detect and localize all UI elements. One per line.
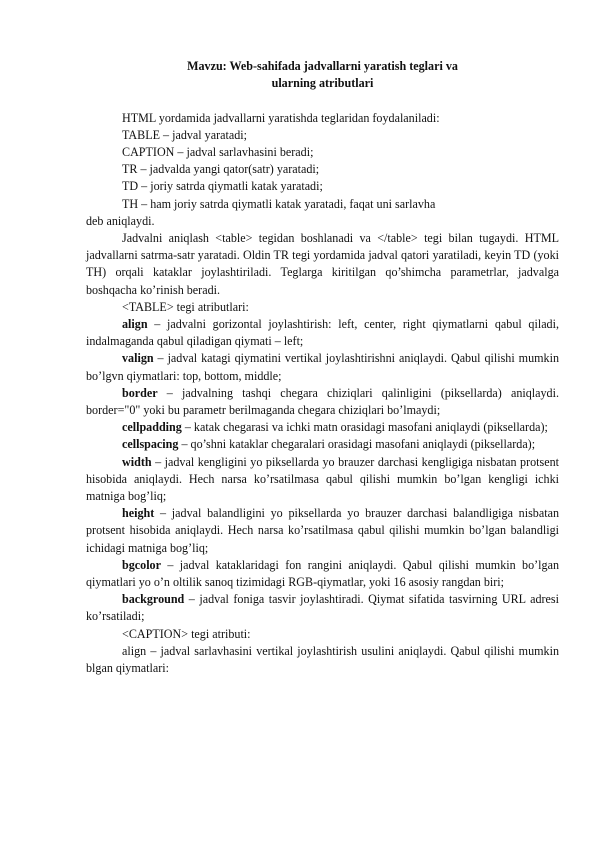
attribute-align [86, 316, 559, 350]
attribute-border [86, 385, 559, 419]
attribute-name: bgcolor [122, 557, 161, 572]
attribute-description: – katak chegarasi va ichki matn orasidagi masofani aniqlaydi (piksellarda); [181, 420, 548, 435]
caption-attributes-heading: <CAPTION> tegi atributi: [122, 626, 251, 641]
attribute-description: – jadval balandligini yo piksellarda yo brauzer darchasi balandligiga nisbatan protsent hisobida aniqlaydi. Hech narsa ko’rsatilmasa qabul qilishi mumkin bo’lgan balandligi ichidagi matniga bog’liq; [86, 506, 559, 555]
table-attributes-heading: <TABLE> tegi atributlari: [122, 299, 249, 314]
attribute-name: border [122, 385, 158, 400]
tag-item-td: TD – joriy satrda qiymatli katak yaratadi; [122, 179, 323, 194]
attribute-description: – jadval foniga tasvir joylashtiradi. Qiymat sifatida tasvirning URL adresi ko’rsatiladi; [86, 592, 559, 624]
document-title-line-1: Mavzu: Web-sahifada jadvallarni yaratish teglari va [187, 59, 458, 73]
attribute-name: valign [122, 351, 154, 366]
intro-paragraph: HTML yordamida jadvallarni yaratishda teglaridan foydalaniladi: [122, 110, 440, 125]
attribute-name: cellspacing [122, 437, 179, 452]
attribute-description: – jadval kengligini yo piksellarda yo brauzer darchasi kengligiga nisbatan protsent hisobida aniqlaydi. Hech narsa ko’rsatilmasa qabul qilishi mumkin bo’lgan kengligi ichki matniga bog’liq; [86, 454, 559, 504]
attribute-name: height [122, 506, 155, 521]
document-page [86, 58, 559, 677]
attribute-valign [86, 350, 559, 384]
tag-item-table: TABLE – jadval yaratadi; [122, 127, 247, 142]
tag-item-tr: TR – jadvalda yangi qator(satr) yaratadi; [122, 162, 320, 177]
title-spacer [86, 92, 559, 109]
attribute-description: – jadvalni gorizontal joylashtirish: left, center, right qiymatlarni qabul qiladi, indalmaganda qabul qiladigan qiymati – left; [86, 317, 559, 349]
attribute-background [86, 591, 559, 625]
attribute-description: – jadval katagi qiymatini vertikal joylashtirishni aniqlaydi. Qabul qilishi mumkin bo’lgvn qiymatlari: top, bottom, middle; [86, 351, 559, 383]
attribute-bgcolor [86, 557, 559, 591]
tag-item-caption: CAPTION – jadval sarlavhasini beradi; [122, 145, 314, 159]
attribute-cellpadding [86, 419, 559, 436]
caption-align-paragraph: align – jadval sarlavhasini vertikal joylashtirish usulini aniqlaydi. Qabul qilishi mumkin blgan qiymatlari: [86, 643, 559, 676]
attribute-cellspacing [86, 436, 559, 453]
document-title-line-2: ularning atributlari [271, 76, 374, 91]
attribute-description: – jadval kataklaridagi fon rangini aniqlaydi. Qabul qilishi mumkin bo’lgan qiymatlari yo o’n oltilik sanoq tizimidagi RGB-qiymatlar, yoki 16 asosiy rangdan biri; [86, 557, 559, 590]
attribute-name: cellpadding [122, 420, 182, 435]
attribute-name: width [122, 454, 152, 469]
tag-item-th-continuation: deb aniqlaydi. [86, 213, 155, 228]
table-paragraph: Jadvalni aniqlash <table> tegidan boshlanadi va </table> tegi bilan tugaydi. HTML jadvallarni satrma-satr yaratadi. Oldin TR tegi yordamida jadval qatori yaratiladi, keyin TD (yoki TH) orqali kataklar joylashtiriladi. Teglarga kiritilgan qo’shimcha parametrlar, jadvalga boshqacha ko’rinish beradi. [86, 231, 559, 297]
attribute-width [86, 454, 559, 506]
tag-item-th: TH – ham joriy satrda qiymatli katak yaratadi, faqat uni sarlavha [122, 196, 436, 211]
attribute-height [86, 505, 559, 557]
attribute-description: – qo’shni kataklar chegaralari orasidagi masofani aniqlaydi (piksellarda); [178, 437, 536, 452]
attribute-name: align [122, 317, 148, 332]
attribute-name: background [122, 592, 185, 607]
attribute-description: – jadvalning tashqi chegara chiziqlari qalinligini (piksellarda) aniqlaydi. border="0" yoki bu parametr berilmaganda chegara chiziqlari bo’lmaydi; [86, 385, 559, 418]
